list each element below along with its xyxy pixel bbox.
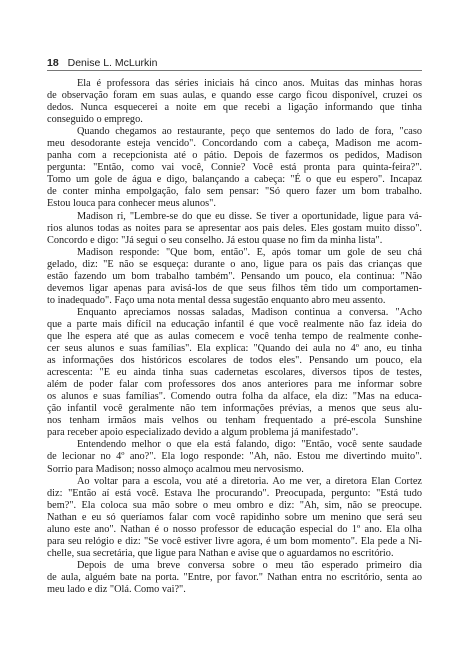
text-line: Tomo um gole de água e digo, balançando a cabeça: "É o que eu espero". Incapaz	[47, 174, 422, 186]
text-line: Concordo e digo: "Já segui o seu conselho. Já estou quase no fim da minha lista".	[47, 234, 383, 246]
text-line: aluno este ano". Nathan é o nosso professor de educação especial do 1º ano. Ela olha	[47, 523, 422, 535]
text-line: que a parte mais difícil na educação infantil é que você realmente não faz ideia do	[47, 318, 422, 330]
text-line: chelle, sua secretária, que ligue para Nathan e avise que o aguardamos no escritório.	[47, 547, 394, 559]
text-line: para receber apoio especializado devido a algum problema já manifestado".	[47, 427, 359, 439]
text-line: cer seus alunos e suas famílias". Ela explica: "Quando dei aula no 4º ano, eu tinha	[47, 343, 422, 355]
text-line: de lecionar no 4º ano?". Ela logo responde: "Ah, não. Estou me divertindo muito".	[47, 451, 422, 463]
paragraph	[47, 247, 422, 307]
page-number: 18	[47, 57, 59, 69]
text-line: Ela é professora das séries iniciais há cinco anos. Muitas das minhas horas	[77, 78, 422, 89]
text-line: diz: "Então aí está você. Estava lhe procurando". Preocupada, pergunto: "Está tudo	[47, 487, 422, 499]
text-line: as informações dos históricos escolares de todos eles". Pensando um pouco, ela	[47, 355, 422, 367]
text-line: devemos ligar apenas para avisá-los de que seus filhos têm tido um comportamen-	[47, 282, 422, 294]
paragraph	[47, 126, 422, 210]
running-head-author: Denise L. McLurkin	[67, 57, 158, 69]
paragraph	[47, 211, 422, 247]
text-line: Nathan e eu só queríamos falar com você rapidinho sobre um menino que será seu	[47, 511, 422, 523]
text-line: rios alunos todas as noites para se apresentar aos pais deles. Eles gostam muito disso".	[47, 222, 422, 234]
text-line: de observação foram em suas aulas, e quando esse cargo ficou disponível, cruzei os	[47, 90, 422, 102]
text-line: bem?". Ela coloca sua mão sobre o meu ombro e diz: "Ah, sim, não se preocupe.	[47, 499, 422, 511]
running-header	[47, 56, 422, 70]
text-line: Ao voltar para a escola, vou até a diretoria. Ao me ver, a diretora Elan Cortez	[77, 475, 422, 487]
paragraph	[47, 439, 422, 475]
text-line: Madison responde: "Que bom, então". E, após tomar um gole de seu chá	[77, 246, 422, 258]
header-rule	[47, 70, 422, 71]
text-line: Quando chegamos ao restaurante, peço que sentemos do lado de fora, "caso	[77, 126, 422, 138]
text-line: de aula, alguém bate na porta. "Entre, por favor." Nathan entra no escritório, senta ao	[47, 571, 422, 583]
paragraph	[47, 307, 422, 440]
text-line: estão fazendo um bom trabalho também". Pensando um pouco, ela continua: "Não	[47, 270, 422, 282]
text-line: Estou louca para conhecer meus alunos".	[47, 198, 216, 210]
text-line: além de poder falar com professores dos anos anteriores para me informar sobre	[47, 379, 422, 391]
text-line: meu desodorante esteja vencido". Concordando com a cabeça, Madison me acom-	[47, 138, 422, 150]
text-line: conseguido o emprego.	[47, 114, 143, 126]
paragraph	[47, 476, 422, 560]
text-line: Entendendo melhor o que ela está falando, digo: "Então, você sente saudade	[77, 439, 422, 451]
text-line: para seu relógio e diz: "Se você estiver livre agora, é um bom momento". Ela pede a Ni-	[47, 535, 422, 547]
text-line: ção infantil você geralmente não tem informações prévias, a menos que seus alu-	[47, 403, 422, 415]
text-line: acrescenta: "E eu ainda tinha suas cadernetas escolares, diversos tipos de testes,	[47, 367, 422, 379]
paragraph	[47, 560, 422, 596]
text-line: nos tenham irmãos mais velhos ou tenham frequentado a pré-escola Sunshine	[47, 415, 422, 427]
text-line: Madison ri, "Lembre-se do que eu disse. Se tiver a oportunidade, ligue para vá-	[77, 210, 422, 222]
text-line: panha com a recepcionista até o pátio. Depois de fazermos os pedidos, Madison	[47, 150, 422, 162]
text-line: que lhe espera até que as aulas comecem e você tenha tempo de realmente conhe-	[47, 330, 422, 342]
text-line: Depois de uma breve conversa sobre o meu tão esperado primeiro dia	[77, 559, 422, 571]
text-line: dedos. Nunca esquecerei a noite em que recebi a ligação informando que tinha	[47, 102, 422, 114]
text-line: de conter minha empolgação, falo sem pensar: "Só quero fazer um bom trabalho.	[47, 186, 422, 198]
body-text	[47, 78, 422, 596]
text-line: os alunos e suas famílias". Comendo outra folha da alface, ela diz: "Mas na educa-	[47, 391, 422, 403]
text-line: gelado, diz: "E não se esqueça: durante o ano, ligue para os pais das crianças que	[47, 258, 422, 270]
paragraph	[47, 78, 422, 126]
text-line: Sorrio para Madison; nosso almoço acalmou meu nervosismo.	[47, 463, 304, 475]
text-line: to inadequado". Faço uma nota mental dessa sugestão enquanto abro meu assento.	[47, 294, 386, 306]
text-line: meu lado e diz "Olá. Como vai?".	[47, 583, 186, 595]
text-line: Enquanto apreciamos nossas saladas, Madison continua a conversa. "Acho	[77, 306, 422, 318]
text-line: pergunta: "Então, como vai você, Connie? Você está pronta para quinta-feira?".	[47, 162, 422, 174]
